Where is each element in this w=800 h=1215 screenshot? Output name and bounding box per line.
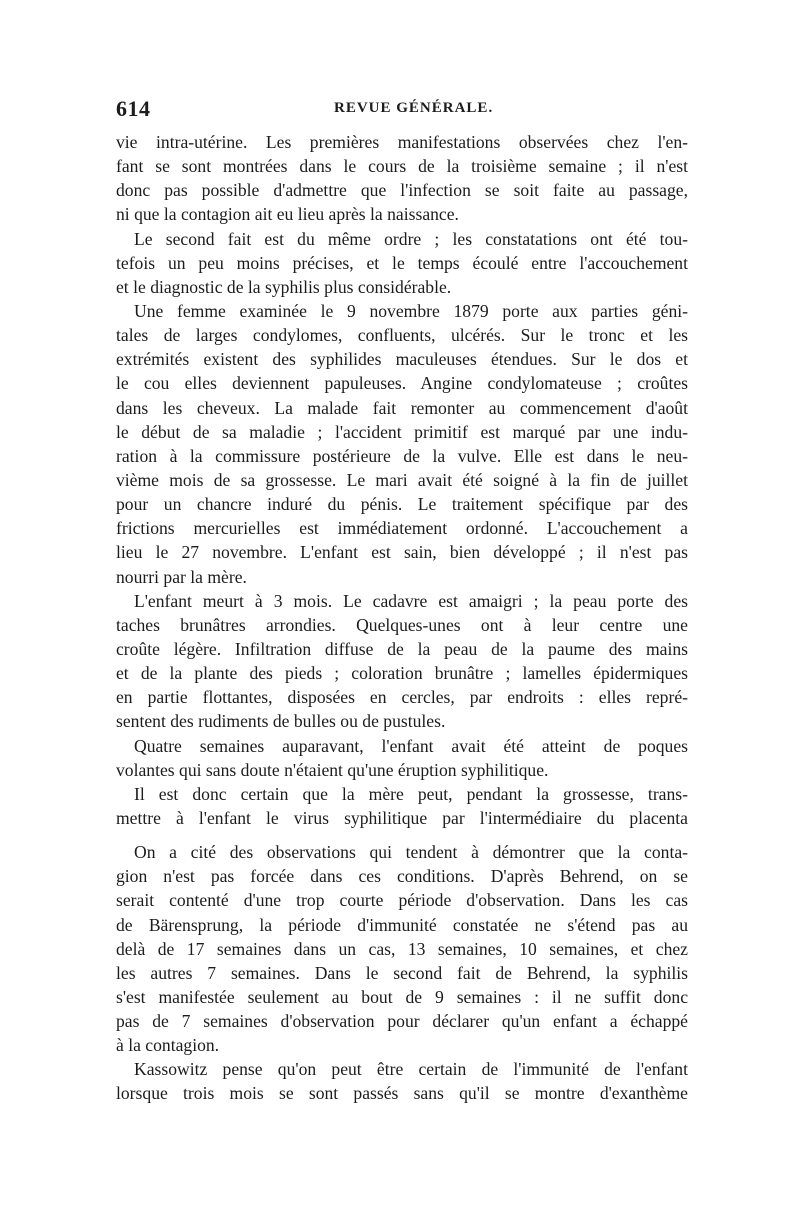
paragraph	[116, 589, 688, 734]
text-line: Il est donc certain que la mère peut, pendant la grossesse, trans-	[134, 783, 688, 804]
text-line: pas de 7 semaines d'observation pour déclarer qu'un enfant a échappé	[116, 1011, 688, 1032]
text-line: tales de larges condylomes, confluents, ulcérés. Sur le tronc et les	[116, 325, 688, 346]
text-line: mettre à l'enfant le virus syphilitique par l'intermédiaire du placenta	[116, 807, 688, 828]
paragraph	[116, 840, 688, 1057]
text-line: s'est manifestée seulement au bout de 9 semaines : il ne suffit donc	[116, 986, 688, 1007]
page-number: 614	[116, 96, 151, 121]
text-line: On a cité des observations qui tendent à démontrer que la conta-	[134, 842, 688, 863]
text-line: taches brunâtres arrondies. Quelques-unes ont à leur centre une	[116, 614, 688, 635]
paragraph	[116, 782, 688, 830]
text-line: Une femme examinée le 9 novembre 1879 porte aux parties géni-	[134, 300, 688, 321]
text-line: lieu le 27 novembre. L'enfant est sain, bien développé ; il n'est pas	[116, 542, 688, 563]
paragraph	[116, 299, 688, 589]
text-line: croûte légère. Infiltration diffuse de la peau de la paume des mains	[116, 638, 688, 659]
body-text	[116, 130, 688, 1106]
text-line: pour un chancre induré du pénis. Le traitement spécifique par des	[116, 494, 688, 515]
text-line: L'enfant meurt à 3 mois. Le cadavre est amaigri ; la peau porte des	[134, 590, 688, 611]
text-line: volantes qui sans doute n'étaient qu'une éruption syphilitique.	[116, 759, 549, 780]
text-line: vie intra-utérine. Les premières manifestations observées chez l'en-	[116, 132, 688, 152]
text-line: le début de sa maladie ; l'accident primitif est marqué par une indu-	[116, 421, 688, 442]
text-line: extrémités existent des syphilides maculeuses étendues. Sur le dos et	[116, 349, 688, 370]
text-line: frictions mercurielles est immédiatement ordonné. L'accouchement a	[116, 518, 688, 539]
text-line: les autres 7 semaines. Dans le second fait de Behrend, la syphilis	[116, 962, 688, 983]
running-head: REVUE GÉNÉRALE.	[334, 100, 494, 116]
text-line: fant se sont montrées dans le cours de la troisième semaine ; il n'est	[116, 156, 688, 177]
text-line: dans les cheveux. La malade fait remonter au commencement d'août	[116, 397, 688, 418]
paragraph	[116, 734, 688, 782]
text-line: Le second fait est du même ordre ; les constatations ont été tou-	[134, 228, 688, 249]
text-line: le cou elles deviennent papuleuses. Angine condylomateuse ; croûtes	[116, 373, 688, 394]
text-line: et le diagnostic de la syphilis plus considérable.	[116, 276, 452, 297]
text-line: de Bärensprung, la période d'immunité constatée ne s'étend pas au	[116, 914, 688, 935]
text-line: tefois un peu moins précises, et le temps écoulé entre l'accouchement	[116, 252, 688, 273]
text-line: nourri par la mère.	[116, 566, 247, 587]
text-line: Quatre semaines auparavant, l'enfant avait été atteint de poques	[134, 735, 688, 756]
text-line: serait contenté d'une trop courte période d'observation. Dans les cas	[116, 890, 688, 911]
text-line: delà de 17 semaines dans un cas, 13 semaines, 10 semaines, et chez	[116, 938, 688, 959]
text-line: et de la plante des pieds ; coloration brunâtre ; lamelles épidermiques	[116, 663, 688, 684]
text-line: Kassowitz pense qu'on peut être certain de l'immunité de l'enfant	[134, 1059, 688, 1080]
text-line: ni que la contagion ait eu lieu après la naissance.	[116, 204, 459, 225]
text-line: ration à la commissure postérieure de la vulve. Elle est dans le neu-	[116, 445, 688, 466]
text-line: en partie flottantes, disposées en cercles, par endroits : elles repré-	[116, 687, 688, 708]
text-line: gion n'est pas forcée dans ces conditions. D'après Behrend, on se	[116, 866, 688, 887]
paragraph-gap	[116, 830, 688, 840]
page-header	[116, 96, 688, 124]
paragraph	[116, 130, 688, 227]
text-line: vième mois de sa grossesse. Le mari avait été soigné à la fin de juillet	[116, 469, 688, 490]
text-line: sentent des rudiments de bulles ou de pustules.	[116, 711, 446, 732]
text-line: à la contagion.	[116, 1035, 220, 1056]
text-line: donc pas possible d'admettre que l'infection se soit faite au passage,	[116, 180, 688, 201]
paragraph	[116, 227, 688, 299]
text-line: lorsque trois mois se sont passés sans qu'il se montre d'exanthème	[116, 1083, 688, 1104]
paragraph	[116, 1057, 688, 1105]
